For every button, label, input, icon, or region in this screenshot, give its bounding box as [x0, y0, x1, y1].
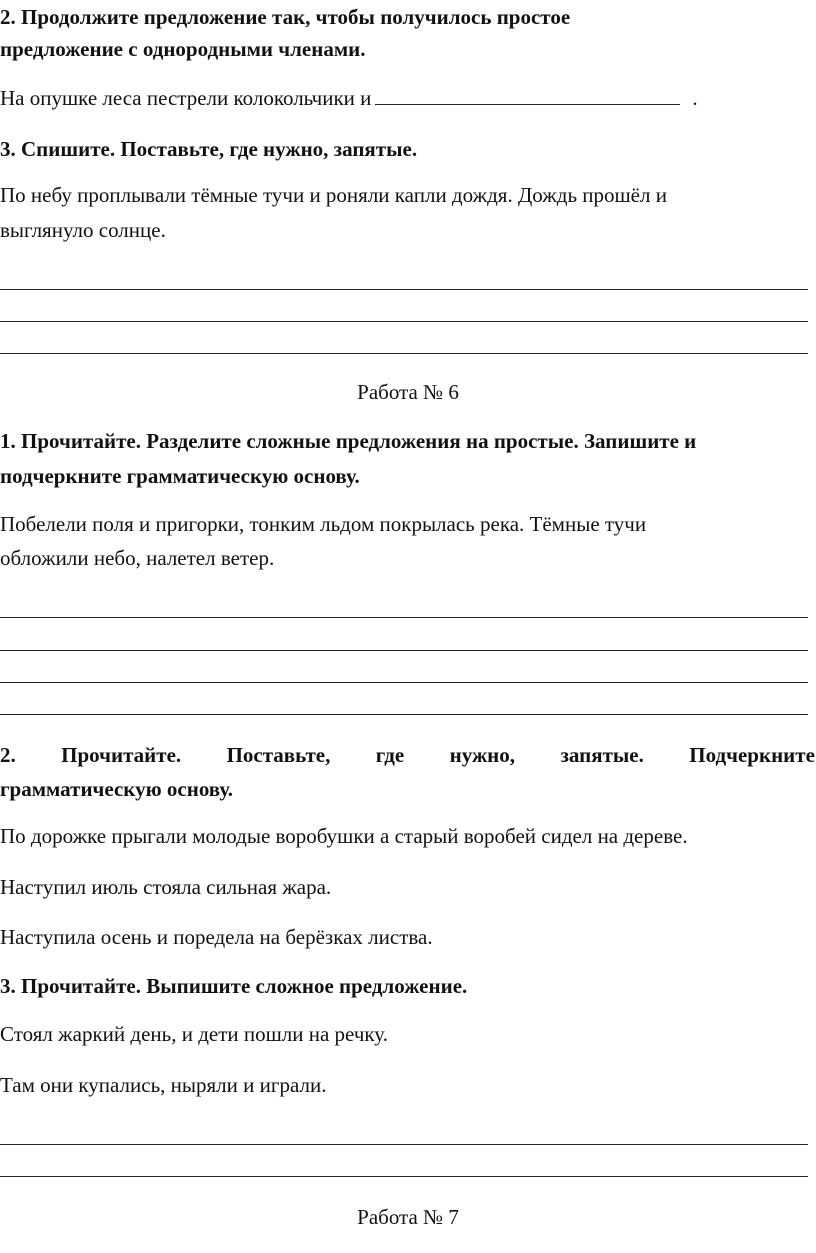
heading-word: нужно,: [449, 743, 516, 767]
w6-task1-heading-line2: подчеркните грамматическую основу.: [0, 464, 360, 488]
task2-heading-line1: 2. Продолжите предложение так, чтобы получилось простое: [0, 5, 571, 29]
answer-line[interactable]: [0, 321, 808, 322]
w6-task1-text-line2: обложили небо, налетел ветер.: [0, 546, 275, 570]
answer-line[interactable]: [0, 289, 808, 290]
answer-line[interactable]: [0, 682, 808, 683]
task2-sentence: [0, 82, 698, 114]
answer-line[interactable]: [0, 714, 808, 715]
heading-word: Поставьте,: [226, 743, 331, 767]
w6-task2-heading-line2: грамматическую основу.: [0, 777, 234, 801]
task3-text-line2: выглянуло солнце.: [0, 218, 166, 242]
w6-task3-sentence: Там они купались, ныряли и играли.: [0, 1073, 327, 1097]
answer-line[interactable]: [0, 617, 808, 618]
task2-sentence-dot: .: [692, 86, 698, 110]
answer-line[interactable]: [0, 1176, 808, 1177]
w6-task2-sentence: Наступил июль стояла сильная жара.: [0, 875, 332, 899]
heading-word: 2.: [0, 743, 16, 767]
answer-line[interactable]: [0, 353, 808, 354]
task3-heading: 3. Спишите. Поставьте, где нужно, запятые.: [0, 137, 418, 161]
task3-text-line1: По небу проплывали тёмные тучи и роняли капли дождя. Дождь прошёл и: [0, 183, 667, 207]
task2-sentence-text: На опушке леса пестрели колокольчики и: [0, 86, 372, 110]
w6-task2-sentence: Наступила осень и поредела на берёзках листва.: [0, 925, 433, 949]
w6-task1-text-line1: Побелели поля и пригорки, тонким льдом покрылась река. Тёмные тучи: [0, 512, 647, 536]
heading-word: Подчеркните: [689, 743, 815, 767]
answer-line[interactable]: [0, 1144, 808, 1145]
heading-word: Прочитайте.: [61, 743, 182, 767]
answer-line[interactable]: [0, 650, 808, 651]
heading-word: где: [375, 743, 405, 767]
w6-task1-heading-line1: 1. Прочитайте. Разделите сложные предложения на простые. Запишите и: [0, 429, 697, 453]
work6-title: Работа № 6: [357, 380, 459, 404]
w6-task2-heading-line1: [0, 739, 815, 771]
w6-task3-sentence: Стоял жаркий день, и дети пошли на речку.: [0, 1022, 388, 1046]
w6-task3-heading: 3. Прочитайте. Выпишите сложное предложение.: [0, 974, 468, 998]
work7-title: Работа № 7: [357, 1205, 459, 1229]
w6-task2-sentence: По дорожке прыгали молодые воробушки а старый воробей сидел на дереве.: [0, 824, 688, 848]
task2-heading-line2: предложение с однородными членами.: [0, 37, 366, 61]
heading-word: запятые.: [560, 743, 644, 767]
task2-answer-blank[interactable]: [375, 84, 680, 105]
